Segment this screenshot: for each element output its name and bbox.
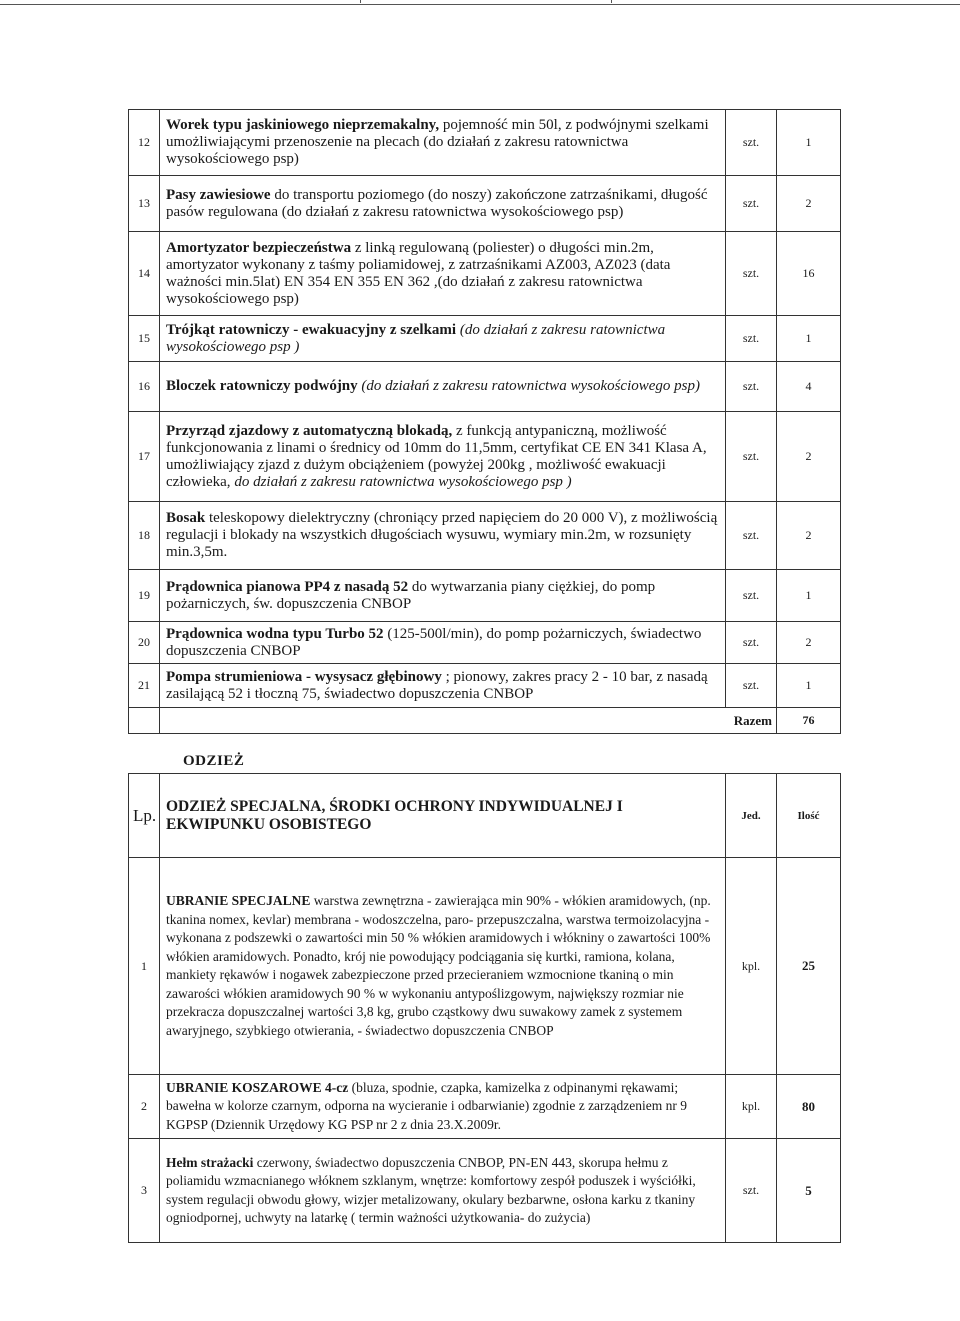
description-fragment: Przyrząd zjazdowy z automatyczną blokadą, (166, 422, 453, 439)
table-row (129, 110, 841, 176)
description-fragment: do działań z zakresu ratownictwa wysokościowego psp ) (234, 473, 572, 490)
row-quantity: 1 (777, 316, 841, 362)
description-fragment: (do działań z zakresu ratownictwa wysokościowego psp) (357, 378, 701, 394)
row-description (160, 1075, 726, 1139)
description-fragment: Prądownica pianowa PP4 z nasadą 52 (166, 578, 409, 595)
row-unit: szt. (726, 232, 777, 316)
section-title: ODZIEŻ (183, 753, 245, 769)
total-value: 76 (777, 708, 841, 734)
row-unit: kpl. (726, 858, 777, 1075)
description-fragment: Bosak (166, 510, 206, 526)
table-row (129, 316, 841, 362)
row-description (160, 570, 726, 622)
row-number: 14 (129, 232, 160, 316)
row-quantity: 1 (777, 110, 841, 176)
row-description (160, 176, 726, 232)
header-qty: Ilość (777, 774, 841, 858)
row-unit: szt. (726, 664, 777, 708)
description-fragment: warstwa zewnętrzna - zawierająca min 90% - włókien aramidowych, (np. tkanina nomex, kevlar) membrana - wodoszczelna, paro- przepuszczalna, warstwa termoizolacyjna - wykonana z podszewki o zawartości min 50 % włókien aramidowych i włókniny o zawartości 100% włókien aramidowych. Ponadto, krój nie powodujący podciągania się kurtki, ramiona, kolana, mankiety rękawów i nogawek zabezpieczone przed przecieraniem wzmocnione tkaniną o min zawarości włókien aramidowych 90 % w wykonaniu antypoślizgowym, największy rozmiar nie przekracza dopuszczalnej wartości 3,8 kg, grubo cząstkowy dwu suwakowy zamek z systemem awaryjnego, szybkiego otwierania, - świadectwo dopuszczenia CNBOP (166, 893, 711, 1038)
description-fragment: Bloczek ratowniczy podwójny (166, 378, 358, 394)
row-unit: szt. (726, 110, 777, 176)
row-number: 15 (129, 316, 160, 362)
description-fragment: z funkcją antypaniczną, możliwość funkcjonowania z linami o średnicy od 10mm do 11,5mm, certyfikat CE EN 341 Klasa A, umożliwiający zjazd z dużym obciążeniem (powyżej 200kg , możliwość ewakuacji człowieka, (166, 422, 707, 490)
table-row (129, 622, 841, 664)
row-number: 18 (129, 502, 160, 570)
description-fragment: do wytwarzania piany ciężkiej, do pomp pożarniczych, św. dopuszczenia CNBOP (166, 578, 656, 612)
row-number: 3 (129, 1139, 160, 1243)
row-description (160, 412, 726, 502)
description-fragment: (do działań z zakresu ratownictwa wysokościowego psp ) (166, 321, 666, 355)
row-unit: szt. (726, 502, 777, 570)
row-description (160, 110, 726, 176)
row-quantity: 1 (777, 664, 841, 708)
table-row (129, 1139, 841, 1243)
clothing-header-row (129, 774, 841, 858)
table-row (129, 858, 841, 1075)
row-description (160, 622, 726, 664)
top-border-tab (360, 0, 612, 3)
description-fragment: Pompa strumieniowa - wysysacz głębinowy (166, 668, 442, 685)
description-fragment: Worek typu jaskiniowego nieprzemakalny, (166, 117, 440, 133)
description-fragment: Hełm strażacki (166, 1154, 254, 1170)
equipment-table-body (129, 110, 841, 708)
table-row (129, 502, 841, 570)
row-number: 19 (129, 570, 160, 622)
top-border-line (0, 4, 960, 5)
row-quantity: 2 (777, 622, 841, 664)
row-number: 20 (129, 622, 160, 664)
row-unit: szt. (726, 316, 777, 362)
row-quantity: 2 (777, 176, 841, 232)
description-fragment: Trójkąt ratowniczy - ewakuacyjny z szelkami (166, 321, 457, 338)
header-unit: Jed. (726, 774, 777, 858)
table-row (129, 362, 841, 412)
row-quantity: 80 (777, 1075, 841, 1139)
table-row (129, 412, 841, 502)
description-fragment: UBRANIE SPECJALNE (166, 893, 311, 908)
description-fragment: czerwony, świadectwo dopuszczenia CNBOP, PN-EN 443, skorupa hełmu z poliamidu wzmacnianego włóknem szklanym, wnętrze: komfortowy zespół poduszek i wyściółki, system regulacji obwodu głowy, wizjer metalizowany, okulary bezbarwne, osłona karku z tkaniny ogniodpornej, uchwyty na latarkę ( termin ważności użytkowania- do zużycia) (166, 1154, 696, 1225)
row-unit: szt. (726, 1139, 777, 1243)
row-description (160, 502, 726, 570)
row-unit: szt. (726, 362, 777, 412)
row-unit: szt. (726, 412, 777, 502)
description-fragment: (bluza, spodnie, czapka, kamizelka z odpinanymi rękawami; bawełna w kolorze czarnym, odporna na wycieranie i odbarwianie) zgodnie z zarządzeniem nr 9 KGPSP (Dziennik Urzędowy KG PSP nr 2 z dnia 23.X.2009r. (166, 1079, 688, 1132)
description-fragment: Amortyzator bezpieczeństwa (166, 239, 352, 256)
row-quantity: 2 (777, 412, 841, 502)
description-fragment: z linką regulowaną (poliester) o długości min.2m, amortyzator wykonany z taśmy poliamidowej, z zatrzaśnikami AZ003, AZ023 (data ważności min.5lat) EN 354 EN 355 EN 362 ,(do działań z zakresu ratownictwa wysokościowego psp) (166, 239, 671, 307)
description-fragment: Prądownica wodna typu Turbo 52 (166, 625, 384, 642)
row-number: 21 (129, 664, 160, 708)
description-fragment: pojemność min 50l, z podwójnymi szelkami umożliwiającymi przenoszenie na plecach (do działań z zakresu ratownictwa wysokościowego psp) (166, 117, 709, 167)
description-fragment: teleskopowy dielektryczny (chroniący przed napięciem do 20 000 V), z możliwością regulacji i blokady na wszystkich długościach wysuwu, wymiary min.2m, w rozsunięty min.3,5m. (166, 510, 718, 560)
total-label: Razem (160, 708, 777, 734)
row-unit: szt. (726, 176, 777, 232)
row-number: 13 (129, 176, 160, 232)
row-unit: kpl. (726, 1075, 777, 1139)
row-quantity: 2 (777, 502, 841, 570)
clothing-table (128, 773, 841, 1243)
row-number: 2 (129, 1075, 160, 1139)
table-row (129, 664, 841, 708)
row-description (160, 858, 726, 1075)
row-number: 12 (129, 110, 160, 176)
row-unit: szt. (726, 570, 777, 622)
row-quantity: 1 (777, 570, 841, 622)
row-quantity: 5 (777, 1139, 841, 1243)
row-quantity: 4 (777, 362, 841, 412)
row-number: 17 (129, 412, 160, 502)
header-title: ODZIEŻ SPECJALNA, ŚRODKI OCHRONY INDYWIDUALNEJ I EKWIPUNKU OSOBISTEGO (160, 774, 726, 858)
row-quantity: 16 (777, 232, 841, 316)
header-lp: Lp. (129, 774, 160, 858)
row-description (160, 232, 726, 316)
row-unit: szt. (726, 622, 777, 664)
row-quantity: 25 (777, 858, 841, 1075)
equipment-table (128, 109, 841, 734)
description-fragment: Pasy zawiesiowe (166, 186, 271, 203)
table-row (129, 1075, 841, 1139)
table-row (129, 570, 841, 622)
description-fragment: ; pionowy, zakres pracy 2 - 10 bar, z nasadą zasilającą 52 i tłoczną 75, świadectwo dopuszczenia CNBOP (166, 668, 708, 702)
row-description (160, 316, 726, 362)
table-row (129, 176, 841, 232)
clothing-table-body (129, 858, 841, 1243)
row-description (160, 664, 726, 708)
row-description (160, 1139, 726, 1243)
total-empty-cell (129, 708, 160, 734)
description-fragment: (125-500l/min), do pomp pożarniczych, świadectwo dopuszczenia CNBOP (166, 625, 702, 659)
table-row (129, 232, 841, 316)
description-fragment: do transportu poziomego (do noszy) zakończone zatrzaśnikami, długość pasów regulowana (do działań z zakresu ratownictwa wysokościowego psp) (166, 186, 708, 220)
row-number: 16 (129, 362, 160, 412)
total-row (129, 708, 841, 734)
description-fragment: UBRANIE KOSZAROWE 4-cz (166, 1079, 349, 1095)
row-number: 1 (129, 858, 160, 1075)
row-description (160, 362, 726, 412)
